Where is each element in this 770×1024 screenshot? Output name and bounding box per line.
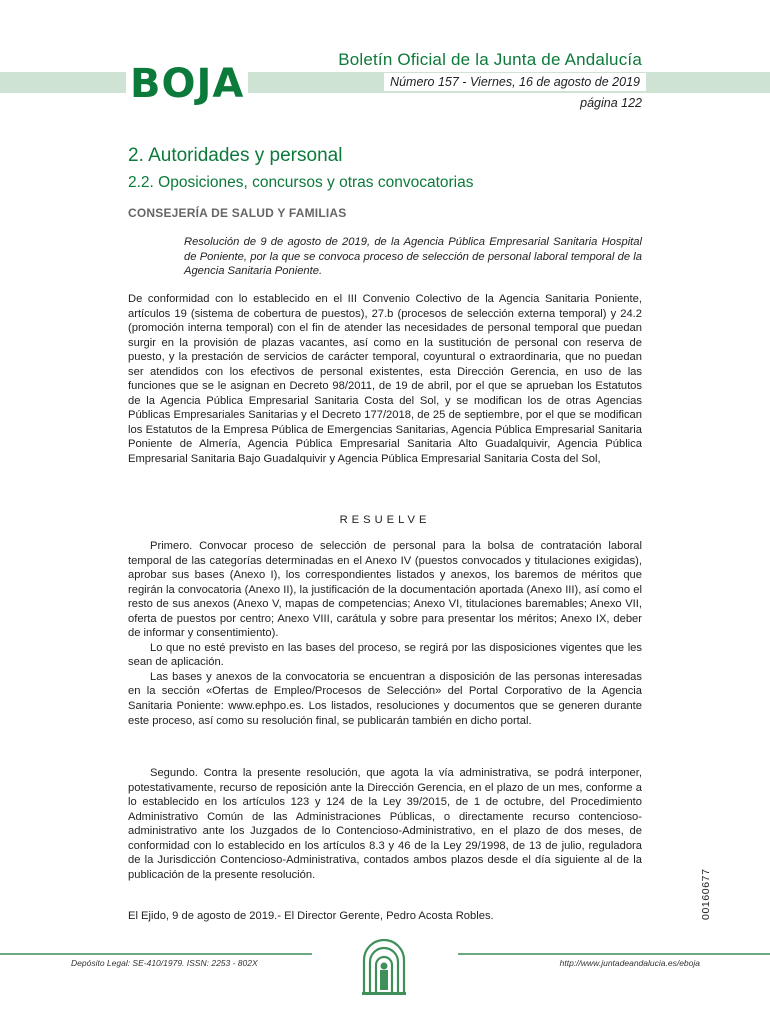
page-number: página 122 bbox=[580, 96, 642, 110]
paragraph-bases-anexos: Las bases y anexos de la convocatoria se encuentran a disposición de las personas interesadas en la sección «Ofertas de Empleo/Procesos de Selección» del Portal Corporativo de la Agencia Sanitaria Poniente: www.ephpo.es. Los listados, resoluciones y documentos que se generen durante este proceso, así como su resolución final, se publicarán también en dicho portal. bbox=[128, 670, 642, 727]
document-id: 00160677 bbox=[700, 868, 712, 920]
bulletin-title: Boletín Oficial de la Junta de Andalucía bbox=[338, 50, 642, 69]
section-title: 2. Autoridades y personal bbox=[128, 145, 343, 166]
signature-line: El Ejido, 9 de agosto de 2019.- El Director Gerente, Pedro Acosta Robles. bbox=[128, 910, 494, 922]
resolution-title: Resolución de 9 de agosto de 2019, de la Agencia Pública Empresarial Sanitaria Hospital de Poniente, por la que se convoca proceso de selección de personal laboral temporal de la Agencia Sanitaria Poniente. bbox=[184, 236, 642, 278]
legal-deposit: Depósito Legal: SE-410/1979. ISSN: 2253 - 802X bbox=[71, 958, 258, 968]
first-block bbox=[128, 539, 642, 728]
section-subtitle: 2.2. Oposiciones, concursos y otras convocatorias bbox=[128, 174, 474, 191]
footer-url-link[interactable]: http://www.juntadeandalucia.es/eboja bbox=[559, 958, 700, 968]
paragraph-segundo: Segundo. Contra la presente resolución, que agota la vía administrativa, se podrá interponer, potestativamente, recurso de reposición ante la Dirección Gerencia, en el plazo de un mes, conforme a lo establecido en los artículos 123 y 124 de la Ley 39/2015, de 1 de octubre, del Procedimiento Administrativo Común de las Administraciones Públicas, o directamente recurso contencioso-administrativo ante los Juzgados de lo Contencioso-Administrativo, en el plazo de dos meses, de conformidad con lo establecido en los artículos 8.3 y 46 de la Ley 29/1998, de 13 de julio, reguladora de la Jurisdicción Contencioso-Administrativa, contados ambos plazos desde el día siguiente al de la publicación de la presente resolución. bbox=[128, 767, 642, 881]
ministry-heading: CONSEJERÍA DE SALUD Y FAMILIAS bbox=[128, 206, 347, 220]
issue-info: Número 157 - Viernes, 16 de agosto de 2019 bbox=[384, 73, 646, 91]
second-block bbox=[128, 766, 642, 882]
paragraph-disposiciones: Lo que no esté previsto en las bases del proceso, se regirá por las disposiciones vigentes que les sean de aplicación. bbox=[128, 641, 642, 669]
footer-rule-right bbox=[458, 953, 770, 955]
junta-de-andalucia-crest-icon bbox=[360, 936, 408, 1001]
boja-logo: BOJA bbox=[126, 62, 248, 106]
resuelve-heading: RESUELVE bbox=[339, 514, 431, 526]
footer-rule-left bbox=[0, 953, 312, 955]
preamble-paragraph bbox=[128, 292, 642, 467]
paragraph-primero: Primero. Convocar proceso de selección de personal para la bolsa de contratación laboral temporal de las categorías determinadas en el Anexo IV (puestos convocados y titulaciones exigidas), aprobar sus bases (Anexo I), los correspondientes listados y anexos, los baremos de méritos que regirán la convocatoria (Anexo II), la justificación de la documentación aportada (Anexo III), así como el resto de sus anexos (Anexo V, mapas de competencias; Anexo VI, titulaciones baremables; Anexo VII, oferta de puestos por centro; Anexo VIII, carátula y sobre para presentar los méritos; Anexo IX, deber de informar y consentimiento). bbox=[128, 540, 642, 640]
preamble-text: De conformidad con lo establecido en el III Convenio Colectivo de la Agencia Sanitaria Poniente, artículos 19 (sistema de cobertura de puestos), 27.b (procesos de selección externa temporal) y 24.2 (promoción interna temporal) con el fin de atender las necesidades de personal temporal que puedan surgir en la provisión de plazas vacantes, así como en la sustitución de personal con reserva de puesto, y la prestación de servicios de carácter temporal, coyuntural o extraordinaria, que no puedan ser atendidos con los efectivos de personal existentes, esta Dirección Gerencia, en uso de las funciones que se le asignan en Decreto 98/2011, de 19 de abril, por el que se aprueban los Estatutos de la Agencia Pública Empresarial Sanitaria Costa del Sol, y se modifican los de otras Agencias Públicas Empresariales Sanitarias y el Decreto 177/2018, de 25 de septiembre, por el que se modifican los Estatutos de la Empresa Pública de Emergencias Sanitarias, Agencia Pública Empresarial Sanitaria Poniente de Almería, Agencia Pública Empresarial Sanitaria Alto Guadalquivir, Agencia Pública Empresarial Sanitaria Bajo Guadalquivir y Agencia Pública Empresarial Sanitaria Costa del Sol, bbox=[128, 293, 642, 466]
